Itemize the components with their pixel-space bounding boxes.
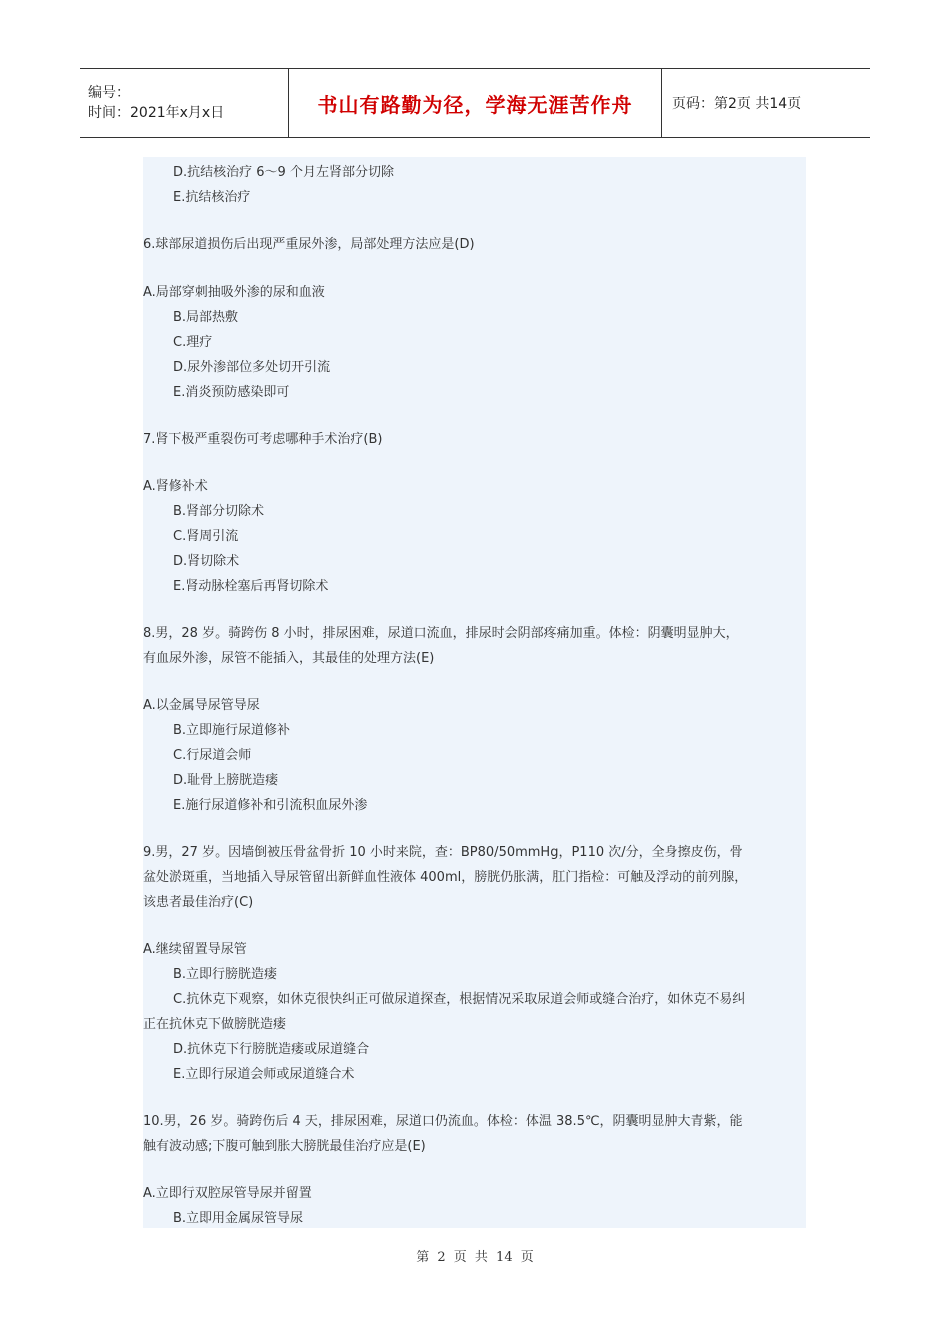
option-line: 正在抗休克下做膀胱造瘘 [143,1017,287,1032]
question-line: 8.男，28 岁。骑跨伤 8 小时，排尿困难，尿道口流血，排尿时会阴部疼痛加重。体检：阴囊明显肿大， [143,626,739,641]
document-body [143,157,806,1228]
option-line: D.尿外渗部位多处切开引流 [173,360,331,375]
question-line: 7.肾下极严重裂伤可考虑哪种手术治疗(B) [143,432,383,447]
option-line: A.局部穿刺抽吸外渗的尿和血液 [143,285,325,300]
option-line: C.肾周引流 [173,529,239,544]
header-page-code-cell [662,69,801,137]
question-line: 触有波动感;下腹可触到胀大膀胱最佳治疗应是(E) [143,1139,426,1154]
option-line: A.立即行双腔尿管导尿并留置 [143,1186,312,1201]
option-line: B.肾部分切除术 [173,504,265,519]
option-line: D.肾切除术 [173,554,240,569]
option-line: C.抗休克下观察，如休克很快纠正可做尿道探查，根据情况采取尿道会师或缝合治疗，如休克不易纠 [173,992,746,1007]
option-line: A.继续留置导尿管 [143,942,247,957]
option-line: B.立即行膀胱造瘘 [173,967,278,982]
page-header [80,68,870,138]
option-line: E.抗结核治疗 [173,190,251,205]
page-footer: 第 2 页 共 14 页 [416,1250,534,1265]
header-slogan-cell [288,69,662,137]
header-page-code: 页码：第2页 共14页 [672,96,802,112]
option-line: B.局部热敷 [173,310,239,325]
option-line: C.行尿道会师 [173,748,252,763]
question-line: 6.球部尿道损伤后出现严重尿外渗，局部处理方法应是(D) [143,237,475,252]
option-line: D.抗休克下行膀胱造瘘或尿道缝合 [173,1042,370,1057]
option-line: D.抗结核治疗 6～9 个月左肾部分切除 [173,165,394,180]
header-meta [80,69,288,137]
option-line: A.以金属导尿管导尿 [143,698,260,713]
option-line: D.耻骨上膀胱造瘘 [173,773,279,788]
question-line: 有血尿外渗，尿管不能插入，其最佳的处理方法(E) [143,651,435,666]
document-time: 时间：2021年x月x日 [88,105,225,121]
header-slogan: 书山有路勤为径，学海无涯苦作舟 [317,92,633,117]
option-line: C.理疗 [173,335,213,350]
question-line: 9.男，27 岁。因墙倒被压骨盆骨折 10 小时来院，查：BP80/50mmHg，P110 次/分，全身擦皮伤，骨 [143,845,743,860]
document-number-label: 编号： [88,85,130,101]
option-line: E.消炎预防感染即可 [173,385,290,400]
option-line: A.肾修补术 [143,479,208,494]
option-line: B.立即施行尿道修补 [173,723,291,738]
question-line: 盆处淤斑重，当地插入导尿管留出新鲜血性液体 400ml，膀胱仍胀满，肛门指检：可触及浮动的前列腺， [143,870,748,885]
question-line: 10.男，26 岁。骑跨伤后 4 天，排尿困难，尿道口仍流血。体检：体温 38.5℃，阴囊明显肿大青紫，能 [143,1114,743,1129]
option-line: E.肾动脉栓塞后再肾切除术 [173,579,329,594]
option-line: E.立即行尿道会师或尿道缝合术 [173,1067,355,1082]
option-line: E.施行尿道修补和引流积血尿外渗 [173,798,368,813]
option-line: B.立即用金属尿管导尿 [173,1211,304,1226]
question-line: 该患者最佳治疗(C) [143,895,254,910]
